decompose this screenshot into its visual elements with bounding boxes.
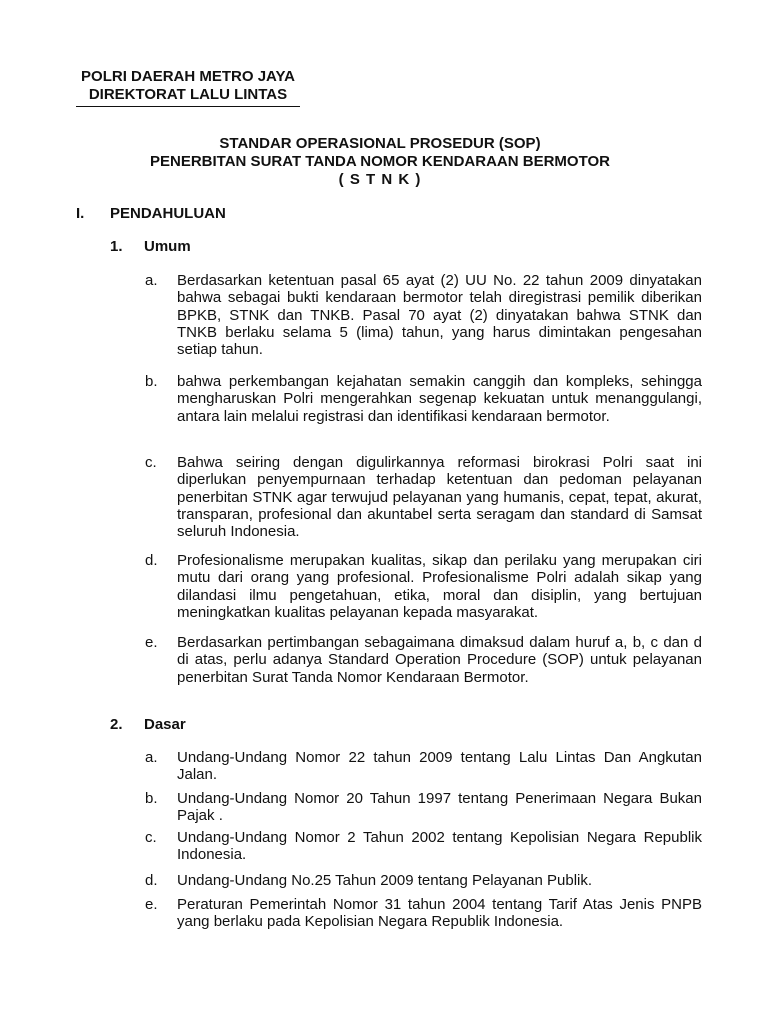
section-heading: PENDAHULUAN: [110, 205, 226, 222]
subsection-heading: Dasar: [144, 716, 186, 733]
subsection-number: 1.: [110, 238, 123, 255]
list-item-label: d.: [145, 872, 158, 889]
list-item-label: a.: [145, 272, 158, 289]
header-underline: [76, 106, 300, 107]
list-item-label: e.: [145, 634, 158, 651]
list-item-text: Berdasarkan ketentuan pasal 65 ayat (2) UU No. 22 tahun 2009 dinyatakan bahwa sebagai bukti kendaraan bermotor telah diregistrasi pemilik diberikan BPKB, STNK dan TNKB. Pasal 70 ayat (2) dinyatakan bahwa STNK dan TNKB berlaku selama 5 (lima) tahun, yang harus dimintakan pengesahan setiap tahun.: [177, 272, 702, 359]
list-item-label: c.: [145, 454, 157, 471]
list-item-label: b.: [145, 790, 158, 807]
organization-header: [76, 68, 300, 107]
list-item-label: d.: [145, 552, 158, 569]
list-item-text: Undang-Undang Nomor 2 Tahun 2002 tentang Kepolisian Negara Republik Indonesia.: [177, 829, 702, 864]
list-item-text: Undang-Undang No.25 Tahun 2009 tentang Pelayanan Publik.: [177, 872, 593, 889]
document-title-line1: STANDAR OPERASIONAL PROSEDUR (SOP): [219, 135, 541, 152]
list-item-text: Berdasarkan pertimbangan sebagaimana dimaksud dalam huruf a, b, c dan d di atas, perlu adanya Standard Operation Procedure (SOP) untuk pelayanan penerbitan Surat Tanda Nomor Kendaraan Bermotor.: [177, 634, 702, 686]
list-item-label: e.: [145, 896, 158, 913]
list-item-text: Bahwa seiring dengan digulirkannya reformasi birokrasi Polri saat ini diperlukan penyempurnaan terhadap ketentuan dan pedoman pelayanan penerbitan STNK agar terwujud pelayanan yang humanis, cepat, tepat, akurat, transparan, profesional dan akuntabel serta seragam dan standard di Samsat seluruh Indonesia.: [177, 454, 702, 541]
section-number: I.: [76, 205, 85, 222]
list-item-text: Peraturan Pemerintah Nomor 31 tahun 2004 tentang Tarif Atas Jenis PNPB yang berlaku pada Kepolisian Negara Republik Indonesia.: [177, 896, 702, 931]
list-item-label: b.: [145, 373, 158, 390]
org-name: POLRI DAERAH METRO JAYA: [81, 68, 295, 85]
list-item-text: Undang-Undang Nomor 22 tahun 2009 tentang Lalu Lintas Dan Angkutan Jalan.: [177, 749, 702, 784]
subsection-number: 2.: [110, 716, 123, 733]
org-directorate: DIREKTORAT LALU LINTAS: [88, 86, 288, 103]
list-item-text: Undang-Undang Nomor 20 Tahun 1997 tentang Penerimaan Negara Bukan Pajak .: [177, 790, 702, 825]
list-item-text: bahwa perkembangan kejahatan semakin canggih dan kompleks, sehingga mengharuskan Polri mengerahkan segenap kekuatan untuk menanggulangi, antara lain melalui registrasi dan identifikasi kendaraan bermotor.: [177, 373, 702, 425]
list-item-label: c.: [145, 829, 157, 846]
list-item-text: Profesionalisme merupakan kualitas, sikap dan perilaku yang merupakan ciri mutu dari orang yang profesional. Profesionalisme Polri adalah sikap yang dilandasi ilmu pengetahuan, etika, moral dan disiplin, yang bertujuan meningkatkan kualitas pelayanan kepada masyarakat.: [177, 552, 702, 621]
list-item-label: a.: [145, 749, 158, 766]
subsection-heading: Umum: [144, 238, 191, 255]
document-title-line2: PENERBITAN SURAT TANDA NOMOR KENDARAAN BERMOTOR: [150, 153, 610, 170]
document-title-line3: ( S T N K ): [338, 171, 422, 188]
